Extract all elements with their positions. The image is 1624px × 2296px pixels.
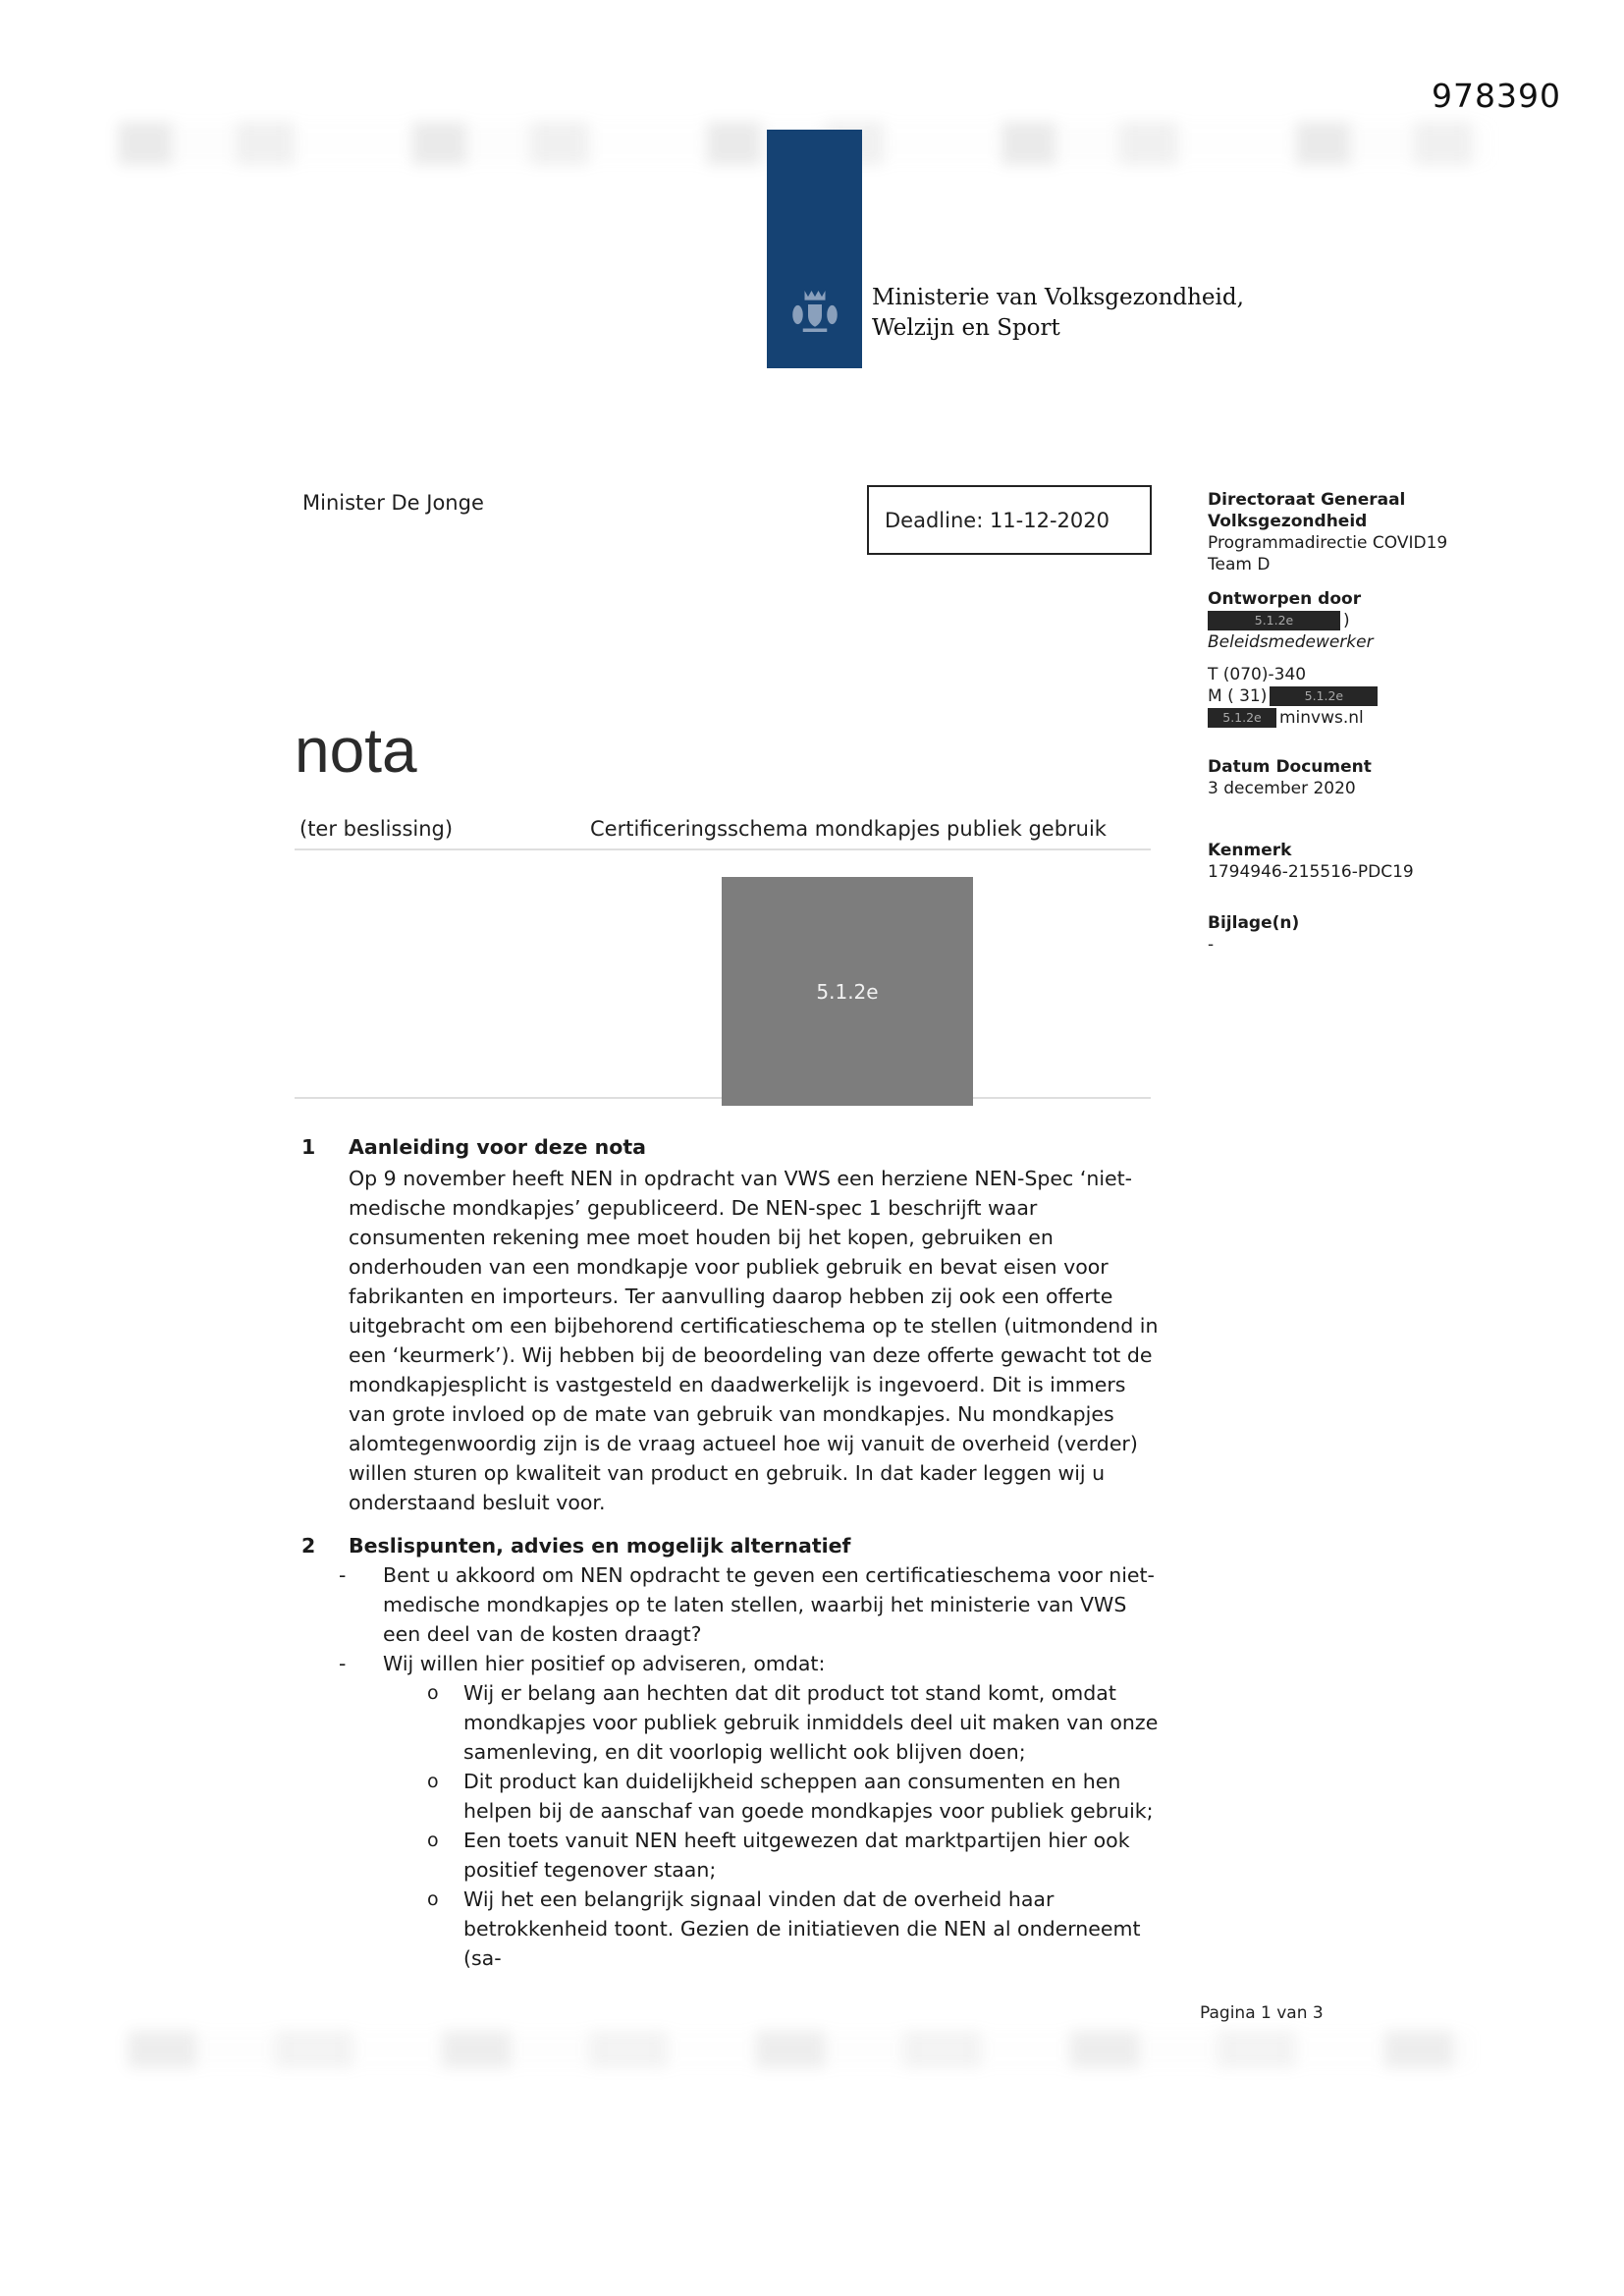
redaction-code: 5.1.2e bbox=[1222, 710, 1262, 725]
ministry-name-line2: Welzijn en Sport bbox=[872, 315, 1060, 341]
attachment-block bbox=[1208, 912, 1473, 956]
circle-bullet: o bbox=[427, 1830, 439, 1851]
team-name: Team D bbox=[1208, 555, 1271, 574]
list-item-text: Wij willen hier positief op adviseren, omdat: bbox=[383, 1652, 826, 1675]
rijksoverheid-logo-ribbon bbox=[767, 130, 862, 368]
page-number: Pagina 1 van 3 bbox=[1200, 2003, 1324, 2023]
redaction-bar-email bbox=[1208, 708, 1276, 728]
list-item-text: Bent u akkoord om NEN opdracht te geven een certificatieschema voor niet-medische mondkapjes op te laten stellen, waarbij het ministerie van VWS een deel van de kosten draagt? bbox=[383, 1563, 1155, 1646]
deadline-text: Deadline: 11-12-2020 bbox=[885, 508, 1110, 532]
sub-list-item bbox=[301, 1826, 1165, 1885]
contact-block bbox=[1208, 664, 1473, 729]
reference-label: Kenmerk bbox=[1208, 841, 1292, 860]
directorate-name-line2: Volksgezondheid bbox=[1208, 512, 1368, 531]
email-domain: minvws.nl bbox=[1279, 708, 1364, 728]
document-meta-sidebar bbox=[1208, 489, 1473, 956]
sub-list-item bbox=[301, 1678, 1165, 1767]
section-heading: Beslispunten, advies en mogelijk alternatief bbox=[349, 1534, 851, 1558]
dash-bullet: - bbox=[339, 1652, 347, 1675]
redaction-code: 5.1.2e bbox=[1254, 613, 1294, 628]
section-paragraph: Op 9 november heeft NEN in opdracht van VWS een herziene NEN-Spec ‘niet-medische mondkapjes’ gepubliceerd. De NEN-spec 1 beschrijft waar consumenten rekening mee moet houden bij het kopen, gebruiken en onderhouden van een mondkapje voor publiek gebruik en bevat eisen voor fabrikanten en importeurs. Ter aanvulling daarop hebben zij ook een offerte uitgebracht om een bijbehorend certificatieschema op te stellen (uitmondend in een ‘keurmerk’). Wij hebben bij de beoordeling van deze offerte gewacht tot de mondkapjesplicht is vastgesteld en daadwerkelijk is ingevoerd. Dit is immers van grote invloed op de mate van gebruik van mondkapjes. Nu mondkapjes alomtegenwoordig zijn is de vraag actueel hoe wij vanuit de overheid (verder) willen sturen op kwaliteit van product en gebruik. In dat kader leggen wij u onderstaand besluit voor. bbox=[349, 1167, 1159, 1514]
sub-list-item-text: Wij het een belangrijk signaal vinden dat de overheid haar betrokkenheid toont. Gezien de initiatieven die NEN al onderneemt (sa- bbox=[463, 1887, 1141, 1970]
phone-t-line: T (070)-340 bbox=[1208, 665, 1307, 684]
section-1 bbox=[301, 1132, 1165, 1517]
scan-noise-band-bottom bbox=[128, 2031, 1473, 2068]
addressee: Minister De Jonge bbox=[302, 491, 484, 515]
sub-list-item bbox=[301, 1767, 1165, 1826]
directorate-block bbox=[1208, 489, 1473, 575]
redaction-code: 5.1.2e bbox=[816, 979, 879, 1004]
sub-list-item-text: Een toets vanuit NEN heeft uitgewezen dat marktpartijen hier ook positief tegenover staan; bbox=[463, 1829, 1130, 1882]
section-heading: Aanleiding voor deze nota bbox=[349, 1135, 646, 1159]
designer-role: Beleidsmedewerker bbox=[1208, 632, 1374, 652]
section-number: 2 bbox=[301, 1534, 316, 1558]
redacted-image-block bbox=[722, 877, 973, 1106]
redaction-bar-phone-m bbox=[1270, 686, 1378, 706]
decision-note: (ter beslissing) bbox=[299, 817, 454, 841]
ministry-name-line1: Ministerie van Volksgezondheid, bbox=[872, 285, 1244, 310]
circle-bullet: o bbox=[427, 1888, 439, 1910]
dash-bullet: - bbox=[339, 1563, 347, 1587]
sub-list-item-text: Dit product kan duidelijkheid scheppen aan consumenten en hen helpen bij de aanschaf van goede mondkapjes voor publiek gebruik; bbox=[463, 1770, 1154, 1823]
crest-icon bbox=[787, 284, 842, 343]
section-2 bbox=[301, 1531, 1165, 1973]
list-item bbox=[301, 1560, 1165, 1649]
list-item bbox=[301, 1649, 1165, 1678]
designed-by-label: Ontworpen door bbox=[1208, 589, 1362, 609]
attachment-value: - bbox=[1208, 935, 1215, 955]
section-number: 1 bbox=[301, 1135, 316, 1159]
sub-list-item-text: Wij er belang aan hechten dat dit product tot stand komt, omdat mondkapjes voor publiek gebruik inmiddels deel uit maken van onze samenleving, en dit voorlopig wellicht ook blijven doen; bbox=[463, 1681, 1159, 1764]
phone-m-prefix: M ( 31) bbox=[1208, 686, 1268, 706]
reference-value: 1794946-215516-PDC19 bbox=[1208, 862, 1414, 882]
designer-name-suffix: ) bbox=[1343, 611, 1350, 630]
circle-bullet: o bbox=[427, 1771, 439, 1792]
sub-list-item bbox=[301, 1885, 1165, 1973]
circle-bullet: o bbox=[427, 1682, 439, 1704]
redaction-bar-designer-name bbox=[1208, 611, 1340, 630]
document-type-title: nota bbox=[295, 715, 417, 786]
document-body bbox=[301, 1132, 1165, 1973]
date-value: 3 december 2020 bbox=[1208, 779, 1356, 798]
date-block bbox=[1208, 756, 1473, 799]
designed-by-block bbox=[1208, 588, 1473, 653]
attachment-label: Bijlage(n) bbox=[1208, 913, 1300, 933]
document-number: 978390 bbox=[1432, 77, 1561, 115]
divider-line-top bbox=[295, 848, 1151, 850]
redaction-code: 5.1.2e bbox=[1304, 688, 1344, 703]
reference-block bbox=[1208, 840, 1473, 883]
directorate-name-line1: Directoraat Generaal bbox=[1208, 490, 1406, 510]
programme-name: Programmadirectie COVID19 bbox=[1208, 533, 1448, 553]
date-label: Datum Document bbox=[1208, 757, 1372, 777]
deadline-box bbox=[867, 485, 1152, 555]
ministry-name bbox=[872, 283, 1244, 344]
document-subject: Certificeringsschema mondkapjes publiek gebruik bbox=[590, 817, 1107, 841]
